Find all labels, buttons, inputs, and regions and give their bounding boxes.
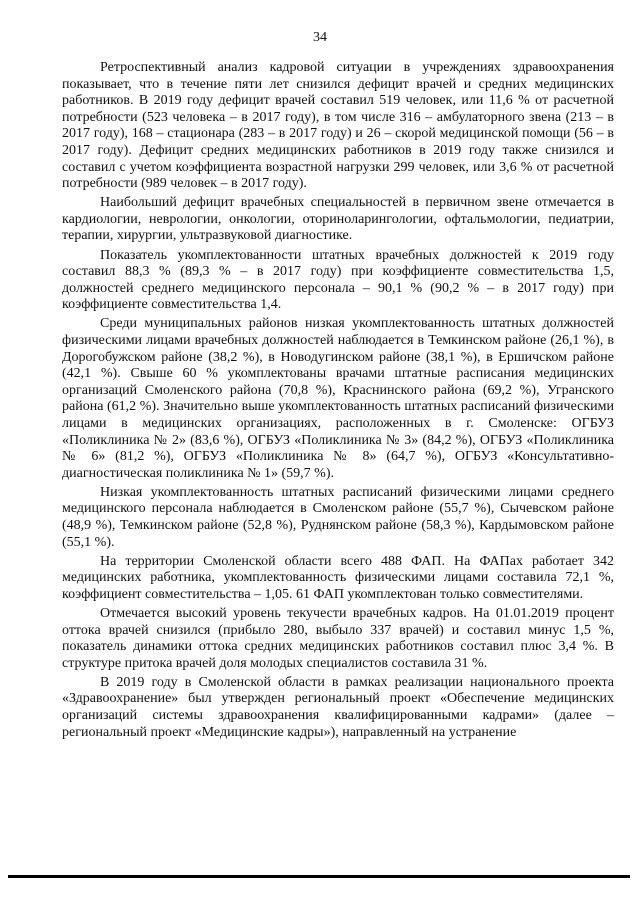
page-number: 34 xyxy=(313,30,327,45)
bottom-rule xyxy=(8,875,630,878)
paragraph-fap: На территории Смоленской области всего 488 ФАП. На ФАПах работает 342 медицинских работника, укомплектованность физическими лицами составила 72,1 %, коэффициент совместительства – 1,05. 61 ФАП укомплектован только совместителями. xyxy=(62,553,614,602)
paragraph-staffing-rate: Показатель укомплектованности штатных врачебных должностей к 2019 году составил 88,3 % (89,3 % – в 2017 году) при коэффициенте совместительства 1,5, должностей среднего медицинского персонала – 90,1 % (90,2 % – в 2017 году) при коэффициенте совместительства 1,4. xyxy=(62,247,614,313)
paragraph-municipal-districts: Среди муниципальных районов низкая укомплектованность штатных должностей физическими лицами врачебных должностей наблюдается в Темкинском районе (26,1 %), в Дорогобужском районе (38,2 %), в Новодугинском районе (38,1 %), в Ершичском районе (42,1 %). Свыше 60 % укомплектованы врачами штатные расписания медицинских организаций Смоленского района (70,8 %), Краснинского района (69,2 %), Угранского района (61,2 %). Значительно выше укомплектованность штатных расписаний физическими лицами в медицинских организациях, расположенных в г. Смоленске: ОГБУЗ «Поликлиника № 2» (83,6 %), ОГБУЗ «Поликлиника № 3» (84,2 %), ОГБУЗ «Поликлиника № 6» (81,2 %), ОГБУЗ «Поликлиника № 8» (64,7 %), ОГБУЗ «Консультативно-диагностическая поликлиника № 1» (59,7 %). xyxy=(62,316,614,481)
paragraph-turnover: Отмечается высокий уровень текучести врачебных кадров. На 01.01.2019 процент оттока врачей снизился (прибыло 280, выбыло 337 врачей) и составил минус 1,5 %, показатель динамики оттока средних медицинских работников составил плюс 3,4 %. В структуре притока врачей доля молодых специалистов составила 31 %. xyxy=(62,606,614,671)
paragraph-specialty-deficit: Наибольший дефицит врачебных специальностей в первичном звене отмечается в кардиологии, неврологии, онкологии, оториноларингологии, офтальмологии, педиатрии, терапии, хирургии, ультразвуковой диагностике. xyxy=(62,195,614,244)
paragraph-staffing-deficit: Ретроспективный анализ кадровой ситуации в учреждениях здравоохранения показывает, что в течение пяти лет снизился дефицит врачей и средних медицинских работников. В 2019 году дефицит врачей составил 519 человек, или 11,6 % от расчетной потребности (523 человека – в 2017 году), в том числе 316 – амбулаторного звена (213 – в 2017 году), 168 – стационара (283 – в 2017 году) и 26 – скорой медицинской помощи (56 – в 2017 году). Дефицит средних медицинских работников в 2019 году также снизился и составил с учетом коэффициента возрастной нагрузки 299 человек, или 3,6 % от расчетной потребности (989 человек – в 2017 году). xyxy=(62,60,614,192)
paragraph-regional-project: В 2019 году в Смоленской области в рамках реализации национального проекта «Здравоохранение» был утвержден региональный проект «Обеспечение медицинских организаций системы здравоохранения квалифицированными кадрами» (далее – региональный проект «Медицинские кадры»), направленный на устранение xyxy=(62,674,614,740)
paragraph-nursing-staff: Низкая укомплектованность штатных расписаний физическими лицами среднего медицинского персонала наблюдается в Смоленском районе (55,7 %), Сычевском районе (48,9 %), Темкинском районе (52,8 %), Руднянском районе (58,3 %), Кардымовском районе (55,1 %). xyxy=(62,484,614,550)
document-body xyxy=(62,60,614,744)
